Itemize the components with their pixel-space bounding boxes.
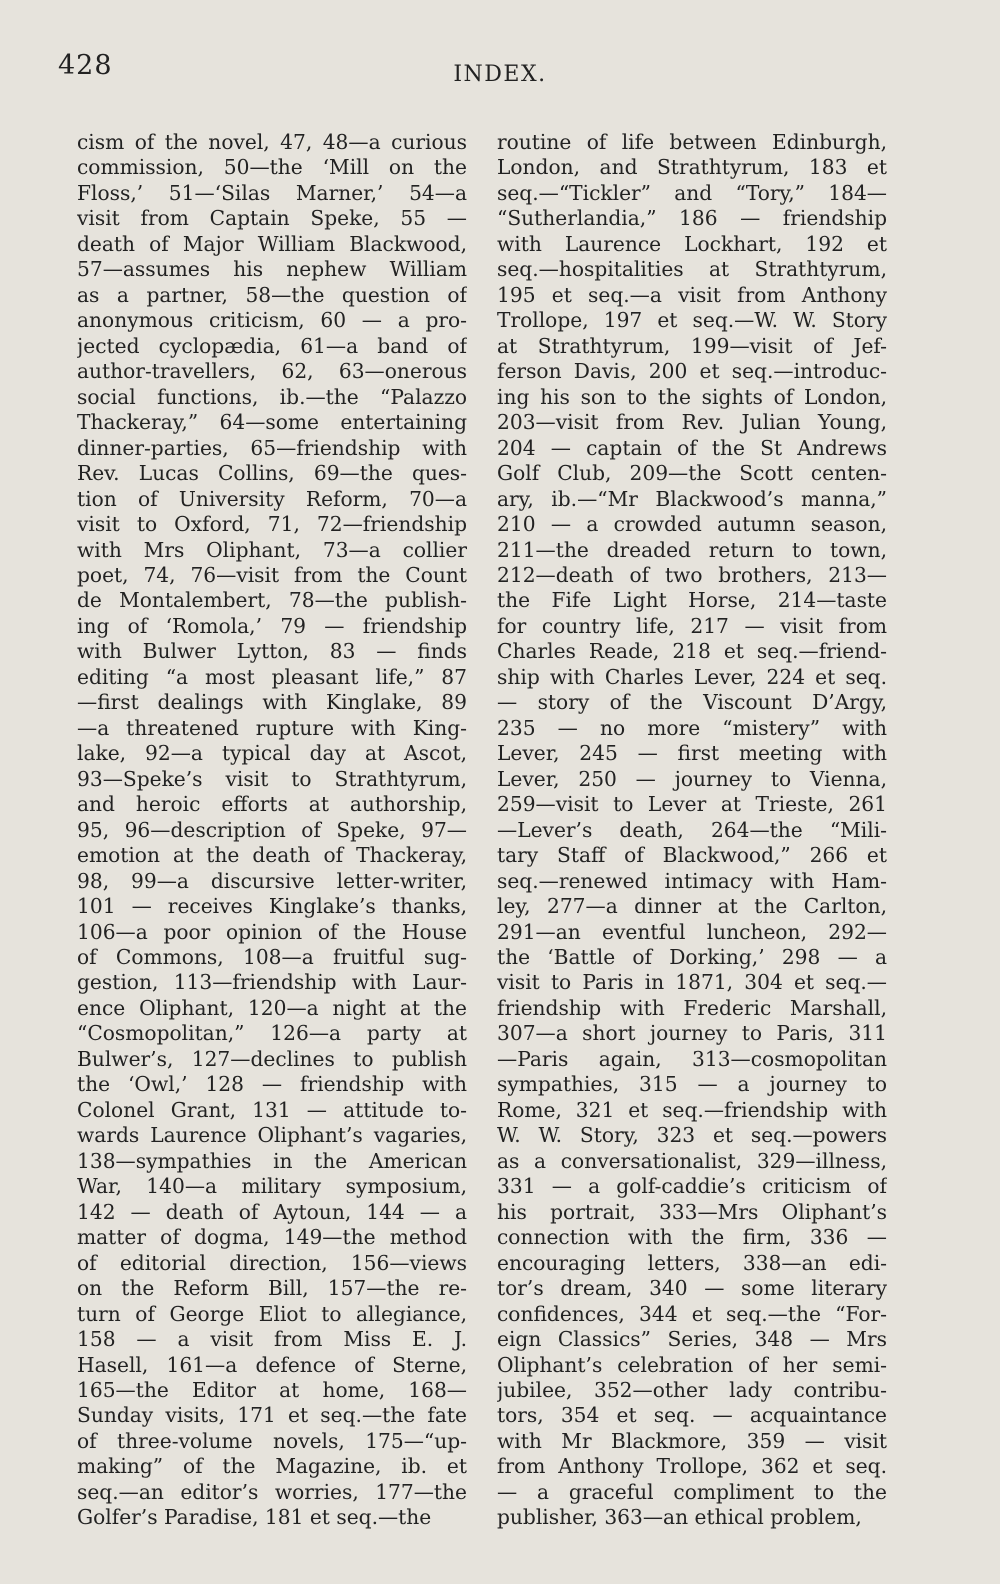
index-line: 195 et seq.—a visit from Anthony <box>497 282 887 307</box>
index-line: the Fife Light Horse, 214—taste <box>497 588 887 613</box>
index-line: visit to Oxford, 71, 72—friendship <box>77 512 467 537</box>
index-line: of Commons, 108—a fruitful sug- <box>77 945 467 969</box>
index-line: poet, 74, 76—visit from the Count <box>77 562 467 587</box>
index-line: “Sutherlandia,” 186 — friendship <box>497 206 887 231</box>
index-line: eign Classics” Series, 348 — Mrs <box>497 1327 887 1352</box>
index-line: anonymous criticism, 60 — a pro- <box>77 308 467 333</box>
index-line: dinner-parties, 65—friendship with <box>77 435 467 460</box>
index-line: Sunday visits, 171 et seq.—the fate <box>77 1403 467 1428</box>
index-line: commission, 50—the ‘Mill on the <box>77 155 467 180</box>
index-line: 259—visit to Lever at Trieste, 261 <box>497 792 887 817</box>
index-line: confidences, 344 et seq.—the “For- <box>497 1301 887 1326</box>
index-line: 235 — no more “mistery” with <box>497 715 887 740</box>
index-column-right <box>497 130 887 1531</box>
index-column-left <box>77 130 467 1531</box>
index-line: Rome, 321 et seq.—friendship with <box>497 1097 887 1122</box>
index-line: publisher, 363—an ethical problem, <box>497 1505 862 1530</box>
index-line: ship with Charles Lever, 224 et seq. <box>497 664 887 689</box>
index-line: the ‘Owl,’ 128 — friendship with <box>77 1072 467 1097</box>
index-line: tors, 354 et seq. — acquaintance <box>497 1403 887 1428</box>
index-line: seq.—an editor’s worries, 177—the <box>77 1479 467 1504</box>
running-head: INDEX. <box>453 62 547 87</box>
index-line: Colonel Grant, 131 — attitude to- <box>77 1097 467 1122</box>
index-line: 165—the Editor at home, 168— <box>77 1377 467 1402</box>
index-line: 142 — death of Aytoun, 144 — a <box>77 1199 467 1224</box>
index-line: wards Laurence Oliphant’s vagaries, <box>77 1123 467 1148</box>
index-line: connection with the firm, 336 — <box>497 1225 887 1250</box>
index-line: —Paris again, 313—cosmopolitan <box>497 1046 887 1071</box>
index-line: encouraging letters, 338—an edi- <box>497 1250 887 1275</box>
index-line: “Cosmopolitan,” 126—a party at <box>77 1021 467 1046</box>
index-line: ferson Davis, 200 et seq.—introduc- <box>497 359 887 384</box>
index-line: his portrait, 333—Mrs Oliphant’s <box>497 1199 887 1224</box>
index-line: 106—a poor opinion of the House <box>77 919 467 944</box>
index-line: social functions, ib.—the “Palazzo <box>77 384 467 409</box>
index-line: for country life, 217 — visit from <box>497 613 887 638</box>
index-line: making” of the Magazine, ib. et <box>77 1454 467 1479</box>
index-line: 210 — a crowded autumn season, <box>497 512 887 537</box>
index-line: as a partner, 58—the question of <box>77 282 467 307</box>
index-line: with Mrs Oliphant, 73—a collier <box>77 537 467 562</box>
index-line: Bulwer’s, 127—declines to publish <box>77 1046 467 1071</box>
index-line: ley, 277—a dinner at the Carlton, <box>497 894 887 919</box>
index-line: 291—an eventful luncheon, 292— <box>497 919 887 944</box>
index-line: Thackeray,” 64—some entertaining <box>77 410 467 435</box>
index-line: ing his son to the sights of London, <box>497 384 887 409</box>
index-line: turn of George Eliot to allegiance, <box>77 1301 467 1326</box>
index-line: 212—death of two brothers, 213— <box>497 562 887 587</box>
index-line: 101 — receives Kinglake’s thanks, <box>77 894 467 919</box>
index-line: of three-volume novels, 175—“up- <box>77 1428 467 1453</box>
index-line: the ‘Battle of Dorking,’ 298 — a <box>497 945 887 969</box>
index-line: ing of ‘Romola,’ 79 — friendship <box>77 613 467 638</box>
index-line: seq.—renewed intimacy with Ham- <box>497 868 887 893</box>
index-line: 204 — captain of the St Andrews <box>497 435 887 460</box>
index-line: — story of the Viscount D’Argy, <box>497 690 887 715</box>
index-line: routine of life between Edinburgh, <box>497 130 887 154</box>
index-line: ary, ib.—“Mr Blackwood’s manna,” <box>497 486 887 511</box>
index-line: on the Reform Bill, 157—the re- <box>77 1276 467 1301</box>
index-line: ence Oliphant, 120—a night at the <box>77 995 467 1020</box>
index-line: gestion, 113—friendship with Laur- <box>77 970 467 995</box>
index-line: W. W. Story, 323 et seq.—powers <box>497 1123 887 1148</box>
index-line: Oliphant’s celebration of her semi- <box>497 1352 887 1377</box>
page-number: 428 <box>58 50 113 81</box>
index-line: lake, 92—a typical day at Ascot, <box>77 741 467 766</box>
index-line: Floss,’ 51—‘Silas Marner,’ 54—a <box>77 180 467 205</box>
index-line: seq.—“Tickler” and “Tory,” 184— <box>497 180 887 205</box>
index-line: from Anthony Trollope, 362 et seq. <box>497 1454 887 1479</box>
index-line: emotion at the death of Thackeray, <box>77 843 467 868</box>
index-line: Golf Club, 209—the Scott centen- <box>497 461 887 486</box>
index-line: London, and Strathtyrum, 183 et <box>497 155 887 180</box>
index-line: Lever, 250 — journey to Vienna, <box>497 766 887 791</box>
index-line: of editorial direction, 156—views <box>77 1250 467 1275</box>
index-line: de Montalembert, 78—the publish- <box>77 588 467 613</box>
index-line: tion of University Reform, 70—a <box>77 486 467 511</box>
index-line: 158 — a visit from Miss E. J. <box>77 1327 467 1352</box>
index-line: at Strathtyrum, 199—visit of Jef- <box>497 333 887 358</box>
index-line: War, 140—a military symposium, <box>77 1174 467 1199</box>
index-line: cism of the novel, 47, 48—a curious <box>77 130 467 154</box>
index-line: jubilee, 352—other lady contribu- <box>497 1377 887 1402</box>
index-line: Trollope, 197 et seq.—W. W. Story <box>497 308 887 333</box>
index-line: with Bulwer Lytton, 83 — finds <box>77 639 467 664</box>
index-line: —first dealings with Kinglake, 89 <box>77 690 467 715</box>
index-line: sympathies, 315 — a journey to <box>497 1072 887 1097</box>
index-line: visit to Paris in 1871, 304 et seq.— <box>497 970 887 995</box>
index-line: visit from Captain Speke, 55 — <box>77 206 467 231</box>
index-line: tor’s dream, 340 — some literary <box>497 1276 887 1301</box>
index-line: as a conversationalist, 329—illness, <box>497 1148 887 1173</box>
index-line: and heroic efforts at authorship, <box>77 792 467 817</box>
index-line: Golfer’s Paradise, 181 et seq.—the <box>77 1505 432 1530</box>
index-line: 203—visit from Rev. Julian Young, <box>497 410 887 435</box>
index-line: editing “a most pleasant life,” 87 <box>77 664 467 689</box>
index-line: 307—a short journey to Paris, 311 <box>497 1021 887 1046</box>
index-line: friendship with Frederic Marshall, <box>497 995 887 1020</box>
index-line: Lever, 245 — first meeting with <box>497 741 887 766</box>
index-line: Hasell, 161—a defence of Sterne, <box>77 1352 467 1377</box>
index-line: 93—Speke’s visit to Strathtyrum, <box>77 766 467 791</box>
index-line: author-travellers, 62, 63—onerous <box>77 359 467 384</box>
index-line: 98, 99—a discursive letter-writer, <box>77 868 467 893</box>
index-line: —Lever’s death, 264—the “Mili- <box>497 817 887 842</box>
index-line: Rev. Lucas Collins, 69—the ques- <box>77 461 467 486</box>
index-line: 57—assumes his nephew William <box>77 257 467 282</box>
index-line: tary Staff of Blackwood,” 266 et <box>497 843 887 868</box>
index-line: 331 — a golf-caddie’s criticism of <box>497 1174 887 1199</box>
index-line: 211—the dreaded return to town, <box>497 537 887 562</box>
index-line: seq.—hospitalities at Strathtyrum, <box>497 257 887 282</box>
index-line: — a graceful compliment to the <box>497 1479 887 1504</box>
index-line: death of Major William Blackwood, <box>77 231 467 256</box>
index-line: with Mr Blackmore, 359 — visit <box>497 1428 887 1453</box>
index-line: 138—sympathies in the American <box>77 1148 467 1173</box>
index-line: jected cyclopædia, 61—a band of <box>77 333 467 358</box>
index-line: 95, 96—description of Speke, 97— <box>77 817 467 842</box>
index-line: —a threatened rupture with King- <box>77 715 467 740</box>
index-line: Charles Reade, 218 et seq.—friend- <box>497 639 887 664</box>
index-line: matter of dogma, 149—the method <box>77 1225 467 1250</box>
index-line: with Laurence Lockhart, 192 et <box>497 231 887 256</box>
